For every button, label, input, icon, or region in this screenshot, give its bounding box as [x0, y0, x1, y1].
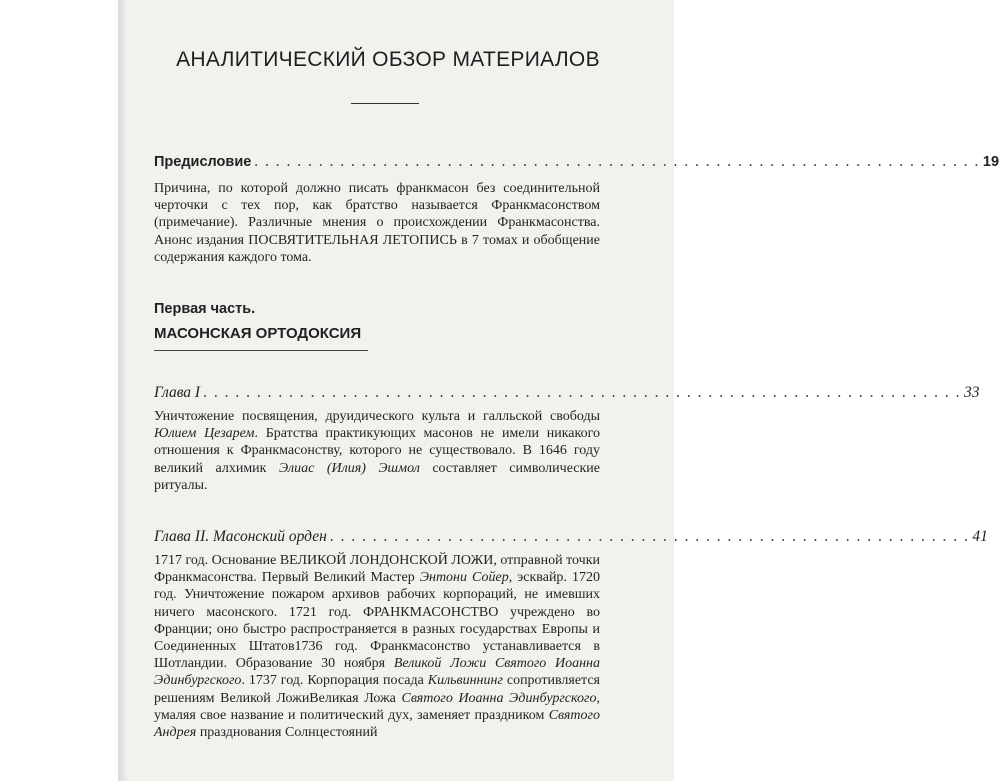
toc-entry-preface — [154, 153, 999, 171]
chapter-1-page-number: 33 — [963, 384, 980, 401]
chapter-1-description — [154, 408, 600, 494]
dot-leader: . . . . . . . . . . . . . . . . . . . . . . . . . . . . . . . . . . . . . . . . . . . . . . . . . . . . . . . . . . . . . . . . . . . . — [254, 153, 980, 170]
chapter-1-label: Глава I — [154, 384, 201, 401]
part-label: Первая часть. — [154, 301, 256, 317]
text-run: составляет символические ритуалы. — [154, 460, 600, 493]
text-run: , умаляя свое название и политический дух, заменяет праздником — [154, 690, 600, 723]
lodge-name: Великой Ложи Святого Иоанна Эдинбургского — [154, 656, 600, 689]
text-run: . 1737 год. Корпорация посада — [241, 673, 428, 689]
lodge-name: Святого Иоанна Эдинбургского — [401, 690, 597, 706]
preface-label: Предисловие — [154, 154, 252, 170]
place-name: Кильвиннинг — [427, 673, 503, 689]
text-run: сопротивляется решениям Великой ЛожиВеликая Ложа — [154, 673, 600, 706]
part-title: МАСОНСКАЯ ОРТОДОКСИЯ — [154, 325, 362, 342]
dot-leader: . . . . . . . . . . . . . . . . . . . . . . . . . . . . . . . . . . . . . . . . . . . . . . . . . . . . . . . . . . . . . . . . . . . . . . . — [203, 384, 961, 401]
saint-name: Святого Андрея — [154, 707, 600, 741]
text-run: , эсквайр. 1720 год. Уничтожение пожаром архивов рабочих корпораций, не имевших ничего масонского. 1721 год. ФРАНКМАСОНСТВО учреждено во Франции; оно быстро распространяется в разных государствах Европы и Соединенных Штатов1736 год. Франкмасонство устанавливается в Шотландии. Образование 30 ноября — [154, 570, 600, 672]
preface-description: Причина, по которой должно писать франкмасон без соединительной черточки с тех пор, как братство называется Франкмасонством (примечание). Различные мнения о происхождении Франкмасонства. Анонс издания ПОСВЯТИТЕЛЬНАЯ ЛЕТОПИСЬ в 7 томах и обобщение содержания каждого тома. — [154, 181, 600, 265]
preface-page-number: 19 — [982, 154, 999, 170]
person-name: Элиас (Илия) Эшмол — [278, 460, 420, 476]
chapter-2-description — [154, 552, 600, 741]
text-run: празднования Солнцестояний — [196, 725, 378, 741]
dot-leader: . . . . . . . . . . . . . . . . . . . . . . . . . . . . . . . . . . . . . . . . . . . . . . . . . . . . . . . . . . . . — [329, 528, 970, 545]
title-rule — [351, 103, 419, 104]
toc-entry-chapter-2 — [154, 528, 988, 546]
text-run: Уничтожение посвящения, друидического культа и галльской свободы — [154, 409, 600, 424]
gutter-shadow — [118, 0, 128, 781]
person-name: Энтони Сойер — [419, 570, 509, 586]
chapter-2-label: Глава II. Масонский орден — [154, 528, 327, 545]
person-name: Юлием Цезарем — [154, 426, 255, 442]
chapter-2-page-number: 41 — [972, 528, 988, 545]
page-title: АНАЛИТИЧЕСКИЙ ОБЗОР МАТЕРИАЛОВ — [176, 48, 600, 71]
toc-entry-chapter-1 — [154, 384, 980, 402]
text-run: . Братства практикующих масонов не имели никакого отношения к Франкмасонству, которого не существовало. В 1646 году великий алхимик — [154, 426, 600, 476]
text-run: 1717 год. Основание ВЕЛИКОЙ ЛОНДОНСКОЙ ЛОЖИ, отправной точки Франкмасонства. Первый Великий Мастер — [154, 553, 600, 586]
part-rule — [154, 350, 368, 351]
